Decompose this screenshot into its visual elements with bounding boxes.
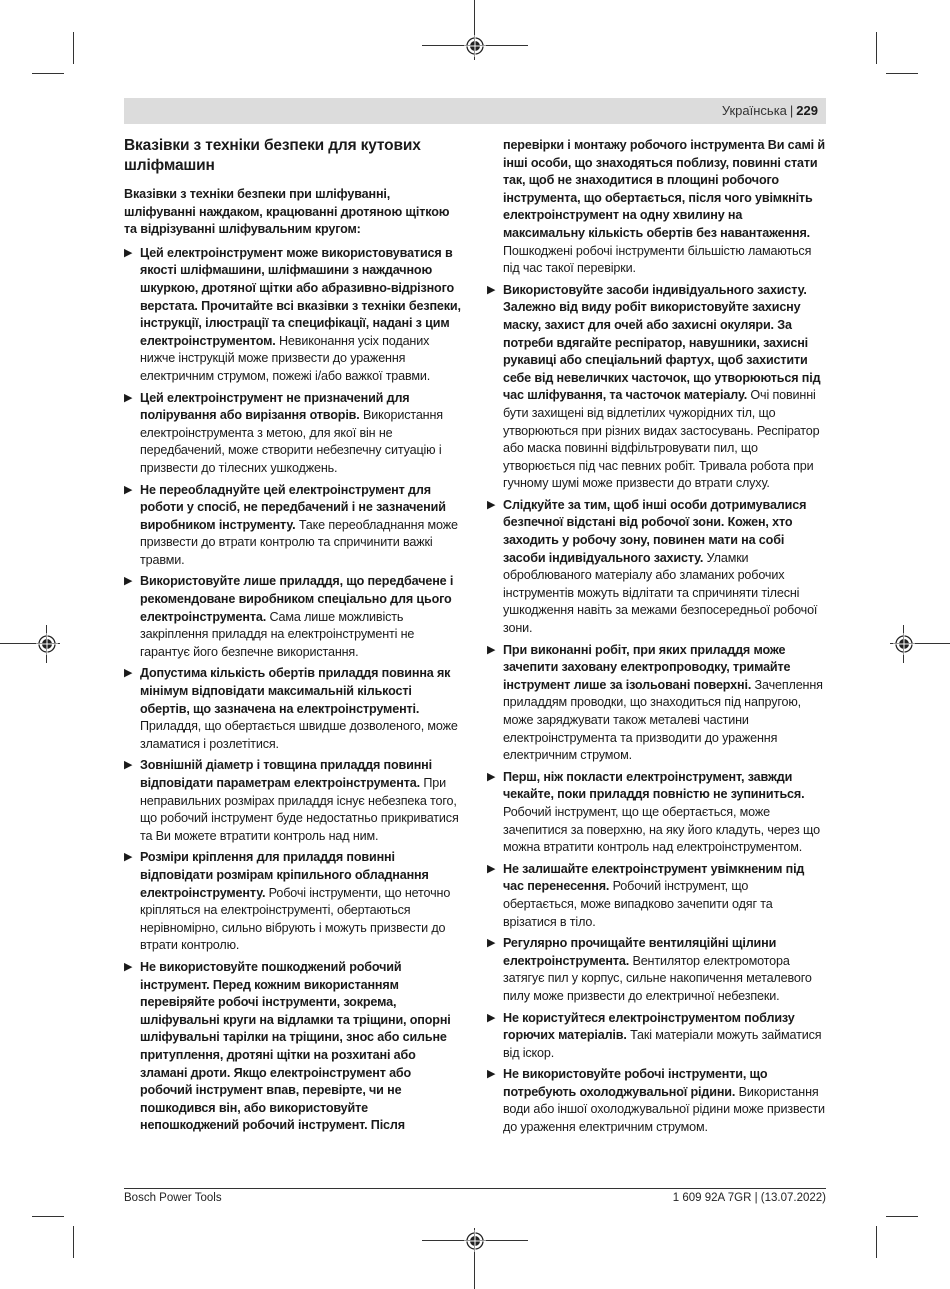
crop-mark-top-right-v xyxy=(876,32,877,64)
item-normal-text: Вентилятор електромотора затягує пил у корпус, сильне накопичення металевого пилу може призвести до електричної небезпеки. xyxy=(503,953,812,1003)
item-bold-text: При виконанні робіт, при яких приладдя може зачепити заховану електропроводку, тримайте інструмент лише за ізольовані поверхні. xyxy=(503,642,791,692)
left-items-list xyxy=(124,245,462,1135)
bullet-arrow-icon: ▶ xyxy=(124,483,133,496)
bullet-arrow-icon: ▶ xyxy=(487,1011,496,1024)
right-column xyxy=(487,137,825,1141)
bullet-arrow-icon: ▶ xyxy=(124,851,133,864)
crop-mark-top-left-h xyxy=(32,73,64,74)
item-normal-text: Невиконання усіх поданих нижче інструкцій може призвести до ураження електричним струмом, пожежі і/або важкої травми. xyxy=(140,333,431,383)
item-bold-text: Використовуйте лише приладдя, що передбачене і рекомендоване виробником спеціально для цього електроінструмента. xyxy=(140,574,454,624)
item-bold-text: Зовнішній діаметр і товщина приладдя повинні відповідати параметрам електроінструмента. xyxy=(140,758,432,790)
crop-mark-top-left-v xyxy=(73,32,74,64)
right-items-list xyxy=(487,282,825,1137)
bullet-arrow-icon: ▶ xyxy=(124,246,133,259)
crop-mark-bottom-left-h xyxy=(32,1216,64,1217)
item-normal-text: Використання води або іншої охолоджувальної рідини може призвести до ураження електричним струмом. xyxy=(503,1084,825,1135)
safety-list-item xyxy=(124,573,462,661)
header-text xyxy=(722,103,818,118)
crop-mark-bottom-right-v xyxy=(876,1226,877,1258)
bullet-arrow-icon: ▶ xyxy=(487,770,496,783)
crop-mark-top-right-h xyxy=(886,73,918,74)
page-number: 229 xyxy=(796,103,818,118)
bullet-arrow-icon: ▶ xyxy=(124,759,133,772)
bullet-arrow-icon: ▶ xyxy=(487,937,496,950)
item-bold-text: Не залишайте електроінструмент увімкненим під час перенесення. xyxy=(503,861,805,894)
item-bold-text: Цей електроінструмент не призначений для полірування або вирізання отворів. xyxy=(140,390,410,423)
item-bold-text: Цей електроінструмент може використовуватися в якості шліфмашини, шліфмашини з наждачною шкуркою, дротяної щітки або абразивно-відрізного верстата. Прочитайте всі вказівки з техніки безпеки, інструкції, ілюстрації та специфікації, надані з цим електроінструментом. xyxy=(140,245,461,348)
item-normal-text: Приладдя, що обертається швидше дозволеного, може зламатися і розлетітися. xyxy=(140,719,458,751)
bullet-arrow-icon: ▶ xyxy=(124,667,133,680)
item-normal-text: Робочий інструмент, що ще обертається, може зачепитися за поверхню, на яку його кладуть, через що можна втратити контроль над електроінструментом. xyxy=(503,804,820,855)
safety-list-item xyxy=(124,757,462,845)
bullet-arrow-icon: ▶ xyxy=(124,960,133,973)
footer-divider xyxy=(124,1188,826,1189)
safety-list-item xyxy=(124,245,462,386)
safety-list-item xyxy=(124,849,462,955)
item-normal-text: Використання електроінструмента з метою, для якої він не передбачений, може створити небезпечну ситуацію і призвести до тілесних ушкоджень. xyxy=(140,408,443,475)
registration-target-icon xyxy=(464,35,486,57)
item-normal-text: При неправильних розмірах приладдя існує небезпека того, що робочий інструмент буде недостатньо прикриватися та Ви можете втратити контроль над ним. xyxy=(140,776,459,843)
item-bold-text: Використовуйте засоби індивідуального захисту. Залежно від виду робіт використовуйте захисну маску, захист для очей або захисні окуляри. За потреби вдягайте респіратор, навушники, захисні рукавиці або спеціальний фартух, щоб захистити себе від невеличких часточок, що утворюються під час шліфування, та часточок матеріалу. xyxy=(503,282,821,403)
safety-list-item xyxy=(124,665,462,753)
header-language: Українська xyxy=(721,103,787,118)
registration-target-icon xyxy=(36,633,58,655)
section-subtitle: Вказівки з техніки безпеки при шліфуванні, шліфуванні наждаком, крацюванні дротяною щіткою та відрізуванні шліфувальним кругом: xyxy=(124,187,450,237)
safety-list-item xyxy=(487,935,825,1005)
safety-list-item xyxy=(124,959,462,1135)
item-bold-text: Не використовуйте пошкоджений робочий інструмент. Перед кожним використанням перевіряйте робочі інструменти, зокрема, шліфувальні круги на відламки та тріщини, опорні шліфувальні тарілки на тріщини, знос або сильне притуплення, дротяні щітки на розхитані або зламані дроти. Якщо електроінструмент або робочий інструмент впав, перевірте, чи не пошкодився він, або використовуйте непошкоджений робочий інструмент. Після xyxy=(140,959,451,1133)
item-normal-text: Робочі інструменти, що неточно кріпляться на електроінструменті, обертаються нерівномірно, сильно вібрують і можуть призвести до втрати контролю. xyxy=(140,885,451,953)
crop-mark-bottom-left-v xyxy=(73,1226,74,1258)
item-bold-text: Регулярно прочищайте вентиляційні щілини електроінструмента. xyxy=(503,936,777,968)
safety-list-item xyxy=(487,497,825,638)
safety-list-item xyxy=(487,642,825,765)
item-normal-text: Таке переобладнання може призвести до втрати контролю та спричинити важкі травми. xyxy=(140,517,458,567)
bullet-arrow-icon: ▶ xyxy=(124,391,133,404)
continued-paragraph xyxy=(487,137,825,278)
item-normal-text: Зачеплення приладдям проводки, що знаходиться під напругою, може заряджувати також металеві частини електроінструмента та призводити до ураження електричним струмом. xyxy=(503,677,823,763)
item-bold-text: Слідкуйте за тим, щоб інші особи дотримувалися безпечної відстані від робочої зони. Кожен, хто заходить у робочу зону, повинен мати на собі засоби індивідуального захисту. xyxy=(503,497,807,565)
item-bold-text: Допустима кількість обертів приладдя повинна як мінімум відповідати максимальній кількості обертів, що зазначена на електроінструменті. xyxy=(140,666,451,716)
bullet-arrow-icon: ▶ xyxy=(487,1068,496,1081)
registration-target-icon xyxy=(893,633,915,655)
crop-mark-bottom-right-h xyxy=(886,1216,918,1217)
bullet-arrow-icon: ▶ xyxy=(487,862,496,875)
bullet-arrow-icon: ▶ xyxy=(487,643,496,656)
item-bold-text: Розміри кріплення для приладдя повинні відповідати розмірам кріпильного обладнання електроінструменту. xyxy=(140,850,429,900)
item-normal-text: Такі матеріали можуть займатися від іскор. xyxy=(503,1028,822,1060)
bullet-arrow-icon: ▶ xyxy=(124,575,133,588)
continued-normal-text: Пошкоджені робочі інструменти більшістю ламаються під час такої перевірки. xyxy=(503,243,812,276)
page-header xyxy=(124,98,826,124)
bullet-arrow-icon: ▶ xyxy=(487,283,496,296)
safety-list-item xyxy=(487,861,825,931)
section-title: Вказівки з техніки безпеки для кутових шліфмашин xyxy=(124,137,421,174)
item-bold-text: Перш, ніж покласти електроінструмент, завжди чекайте, поки приладдя повністю не зупиниться. xyxy=(503,769,805,802)
item-normal-text: Очі повинні бути захищені від відлетілих чужорідних тіл, що утворюються при різних видах застосувань. Респіратор або маска повинні відфільтровувати пил, що утворюється під час певних робіт. Тривала робота при гучному шумі може призвести до втрати слуху. xyxy=(503,388,820,491)
footer-doc-id: 1 609 92A 7GR | (13.07.2022) xyxy=(672,1192,826,1204)
bullet-arrow-icon: ▶ xyxy=(487,498,496,511)
safety-list-item xyxy=(487,1066,825,1136)
left-column xyxy=(124,136,462,1139)
item-normal-text: Сама лише можливість закріплення приладдя на електроінструменті не гарантує його безпечне використання. xyxy=(140,609,415,659)
header-separator: | xyxy=(789,103,794,118)
item-normal-text: Робочий інструмент, що обертається, може випадково зачепити одяг та врізатися в тіло. xyxy=(503,879,773,929)
continued-bold-text: перевірки і монтажу робочого інструмента Ви самі й інші особи, що знаходяться поблизу, повинні стати так, щоб не знаходитися в площині робочого інструмента, що обертається, після чого увімкніть електроінструмент на одну хвилину на максимальну кількість обертів без навантаження. xyxy=(503,138,825,240)
safety-list-item xyxy=(124,482,462,570)
registration-target-icon xyxy=(464,1230,486,1252)
safety-list-item xyxy=(487,769,825,857)
item-bold-text: Не переобладнуйте цей електроінструмент для роботи у спосіб, не передбачений і не зазначений виробником інструменту. xyxy=(140,482,446,532)
item-bold-text: Не користуйтеся електроінструментом поблизу горючих матеріалів. xyxy=(503,1010,795,1043)
item-bold-text: Не використовуйте робочі інструменти, що потребують охолоджувальної рідини. xyxy=(503,1067,768,1099)
safety-list-item xyxy=(124,390,462,478)
footer-brand: Bosch Power Tools xyxy=(124,1192,222,1204)
safety-list-item xyxy=(487,282,825,493)
safety-list-item xyxy=(487,1010,825,1063)
item-normal-text: Уламки оброблюваного матеріалу або зламаних робочих інструментів можуть відлітати та спричиняти тілесні ушкодження навіть за межами безпосередньої робочої зони. xyxy=(503,550,818,636)
